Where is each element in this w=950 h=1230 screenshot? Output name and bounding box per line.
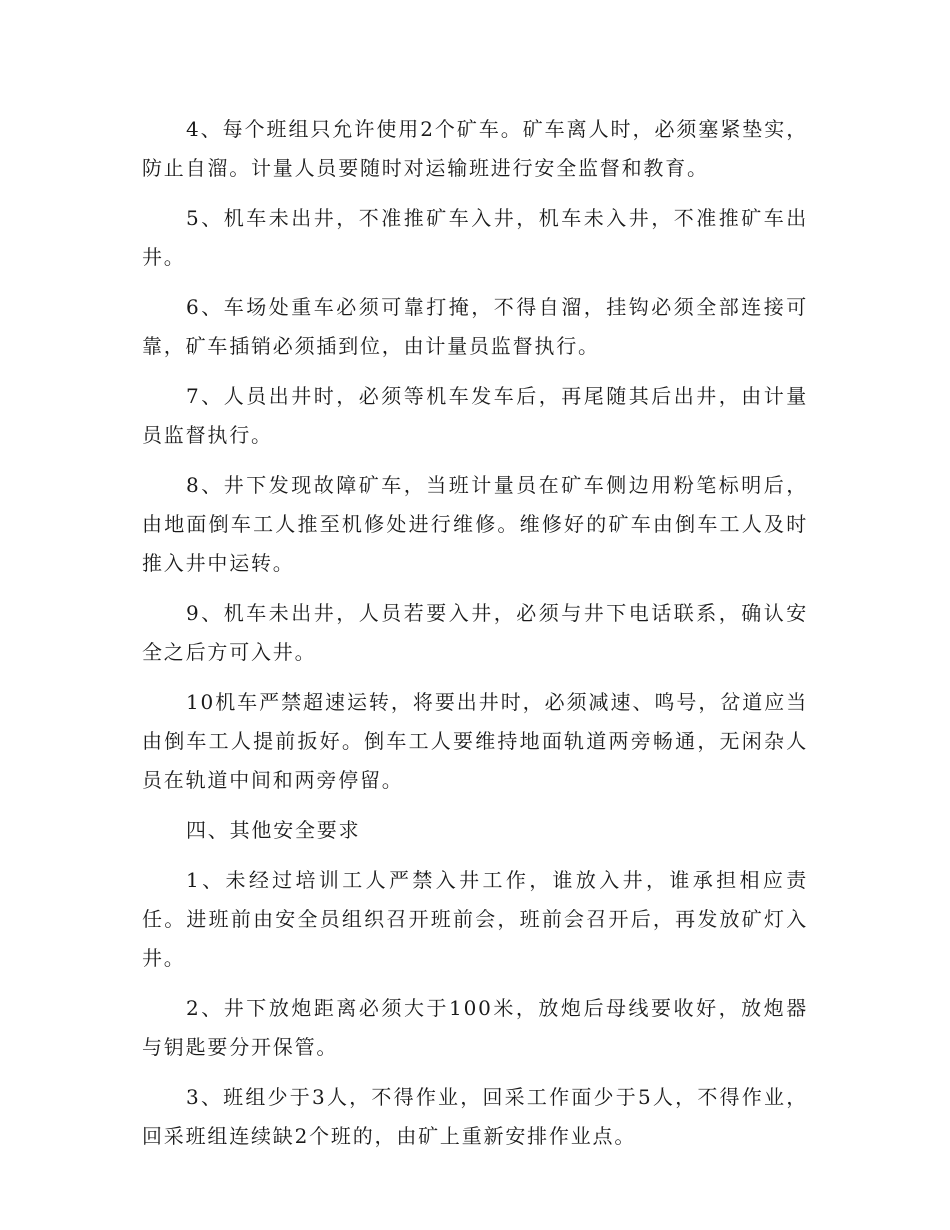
document-page <box>142 110 808 1156</box>
paragraph-rule-7: 7、人员出井时，必须等机车发车后，再尾随其后出井，由计量员监督执行。 <box>142 384 808 447</box>
paragraph-rule-5: 5、机车未出井，不准推矿车入井，机车未入井，不准推矿车出井。 <box>142 206 808 269</box>
paragraph-rule-4: 4、每个班组只允许使用2个矿车。矿车离人时，必须塞紧垫实，防止自溜。计量人员要随时对运输班进行安全监督和教育。 <box>142 117 808 180</box>
section-heading: 四、其他安全要求 <box>186 818 361 842</box>
paragraph-rule-10: 10机车严禁超速运转，将要出井时，必须减速、鸣号，岔道应当由倒车工人提前扳好。倒车工人要维持地面轨道两旁畅通，无闲杂人员在轨道中间和两旁停留。 <box>142 690 808 792</box>
paragraph-other-3: 3、班组少于3人，不得作业，回采工作面少于5人，不得作业，回采班组连续缺2个班的，由矿上重新安排作业点。 <box>142 1085 808 1148</box>
paragraph-rule-8: 8、井下发现故障矿车，当班计量员在矿车侧边用粉笔标明后，由地面倒车工人推至机修处进行维修。维修好的矿车由倒车工人及时推入井中运转。 <box>142 473 808 575</box>
paragraph-rule-6: 6、车场处重车必须可靠打掩，不得自溜，挂钩必须全部连接可靠，矿车插销必须插到位，由计量员监督执行。 <box>142 295 808 358</box>
paragraph-other-1: 1、未经过培训工人严禁入井工作，谁放入井，谁承担相应责任。进班前由安全员组织召开班前会，班前会召开后，再发放矿灯入井。 <box>142 868 808 970</box>
paragraph-other-2: 2、井下放炮距离必须大于100米，放炮后母线要收好，放炮器与钥匙要分开保管。 <box>142 996 808 1059</box>
paragraph-rule-9: 9、机车未出井，人员若要入井，必须与井下电话联系，确认安全之后方可入井。 <box>142 601 808 664</box>
